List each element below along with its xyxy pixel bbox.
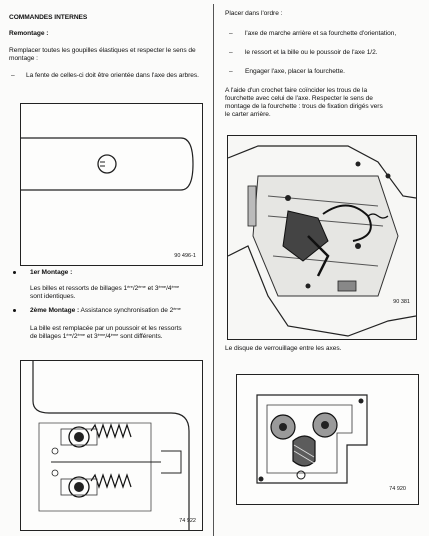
dash-marker: – [229, 49, 233, 56]
step1-text-b: /2 [132, 285, 139, 292]
figure-locking-disc [236, 374, 419, 505]
figure-caption: Le disque de verrouillage entre les axes. [225, 345, 342, 352]
step2-text-b: de billages 1 [30, 333, 67, 340]
order-item-2: le ressort et la bille ou le poussoir de l'axe 1/2. [245, 49, 378, 56]
right-intro: Placer dans l'ordre : [225, 10, 283, 17]
figure-ref-2: 74 922 [179, 518, 196, 524]
step1-sup-b: ème [138, 284, 146, 289]
dash-marker: – [229, 68, 233, 75]
step2-text-d: et 3 [85, 333, 98, 340]
step1-text-a: Les billes et ressorts de billages 1 [30, 285, 128, 292]
step1-sup-c: ème [158, 284, 167, 289]
para-line: montage de la fourchette : trous de fixation dirigés vers [225, 103, 383, 110]
para-line: le carter arrière. [225, 111, 271, 118]
step2-sup-2: ème [77, 332, 86, 337]
step2-text-c: /2 [72, 333, 78, 340]
para-line: A l'aide d'un crochet faire coïncider les trous de la [225, 87, 368, 94]
step1-text-d: /4 [166, 285, 172, 292]
locking-disc-drawing [237, 375, 418, 504]
step2-sup-3: ème [97, 332, 106, 337]
step2-sup-1: ère [66, 332, 73, 337]
step2-heading [30, 307, 210, 315]
subheading-remontage: Remontage : [9, 30, 49, 37]
step2-text-f: sont différents. [118, 333, 163, 340]
step1-text-c: et 3 [145, 285, 159, 292]
order-item-1: l'axe de marche arrière et sa fourchette d'orientation, [245, 30, 397, 37]
step2-body [30, 325, 210, 341]
column-divider [213, 4, 214, 536]
figure-springs-balls [20, 360, 203, 531]
intro-paragraph: Remplacer toutes les goupilles élastiques et respecter le sens de montage : [9, 47, 196, 62]
bullet-marker [13, 271, 16, 274]
figure-gearbox-fork [227, 135, 417, 340]
step1-title: 1er Montage : [30, 269, 73, 276]
dash-marker: – [11, 72, 15, 79]
section-heading: COMMANDES INTERNES [9, 14, 88, 21]
step2-sup-4: ème [110, 332, 119, 337]
instruction-paragraph [225, 87, 425, 119]
dash-item-text: La fente de celles-ci doit être orientée dans l'axe des arbres. [26, 72, 199, 79]
springs-drawing [21, 361, 202, 530]
step2-sup: ème [173, 306, 181, 311]
figure-ref-3: 90 381 [393, 299, 410, 305]
para-line: fourchette avec celui de l'axe. Respecter le sens de [225, 95, 373, 102]
step2-text-e: /4 [105, 333, 111, 340]
bullet-marker [13, 309, 16, 312]
figure-ref-4: 74 920 [389, 486, 406, 492]
figure-pin-slot [20, 103, 203, 266]
step2-text-a: La bille est remplacée par un poussoir et les ressorts [30, 325, 182, 332]
dash-marker: – [229, 30, 233, 37]
pin-slot-drawing [21, 104, 202, 265]
step2-title: 2ème Montage : [30, 307, 80, 314]
gearbox-drawing [228, 136, 416, 339]
step1-sup-a: ère [127, 284, 133, 289]
step1-body [30, 285, 208, 301]
step1-text-e: sont identiques. [30, 293, 76, 300]
step2-rest: Assistance synchronisation de 2 [79, 307, 174, 314]
step1-sup-d: ème [171, 284, 180, 289]
order-item-3: Engager l'axe, placer la fourchette. [245, 68, 345, 75]
figure-ref-1: 90 496-1 [174, 253, 196, 259]
